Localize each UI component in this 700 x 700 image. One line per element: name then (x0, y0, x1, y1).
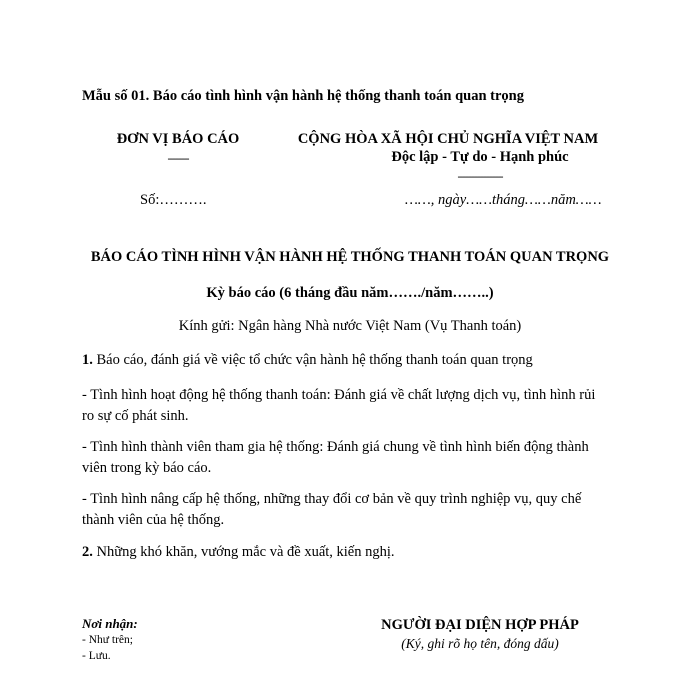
section-2-heading (82, 542, 395, 563)
recipient-item: - Như trên; (82, 634, 133, 646)
section-1-text: Báo cáo, đánh giá về việc tổ chức vận hành hệ thống thanh toán quan trọng (92, 352, 533, 368)
section-1-number: 1. (82, 352, 93, 368)
date-line: ……, ngày……tháng……năm…… (405, 192, 602, 208)
document-number: Số:………. (140, 192, 207, 208)
bullet-upgrade: - Tình hình nâng cấp hệ thống, những thay đổi cơ bản về quy trình nghiệp vụ, quy chế thành viên của hệ thống. (82, 491, 582, 528)
signature-title: NGƯỜI ĐẠI DIỆN HỢP PHÁP (381, 617, 579, 633)
bullet-members: - Tình hình thành viên tham gia hệ thống: Đánh giá chung về tình hình biến động thành viên trong kỳ báo cáo. (82, 439, 589, 476)
national-motto: Độc lập - Tự do - Hạnh phúc (391, 149, 569, 165)
right-separator: --------------- (457, 169, 503, 183)
recipients-label: Nơi nhận: (82, 616, 138, 631)
section-1-heading (82, 350, 533, 371)
section-2-number: 2. (82, 544, 93, 560)
reporting-unit-label: ĐƠN VỊ BÁO CÁO (116, 131, 240, 147)
country-name: CỘNG HÒA XÃ HỘI CHỦ NGHĨA VIỆT NAM (297, 131, 599, 147)
report-title: BÁO CÁO TÌNH HÌNH VẬN HÀNH HỆ THỐNG THANH TOÁN QUAN TRỌNG (90, 249, 610, 265)
recipient-item: - Lưu. (82, 650, 111, 662)
form-title: Mẫu số 01. Báo cáo tình hình vận hành hệ thống thanh toán quan trọng (82, 88, 524, 104)
left-separator: ------- (167, 151, 189, 165)
addressee-line: Kính gửi: Ngân hàng Nhà nước Việt Nam (Vụ Thanh toán) (178, 318, 522, 334)
section-2-text: Những khó khăn, vướng mắc và đề xuất, kiến nghị. (92, 544, 395, 560)
bullet-payment-operation: - Tình hình hoạt động hệ thống thanh toán: Đánh giá về chất lượng dịch vụ, tình hình rủi ro sự cố phát sinh. (82, 387, 596, 424)
signature-note: (Ký, ghi rõ họ tên, đóng dấu) (401, 636, 559, 651)
report-period: Kỳ báo cáo (6 tháng đầu năm……./năm……..) (206, 285, 494, 301)
